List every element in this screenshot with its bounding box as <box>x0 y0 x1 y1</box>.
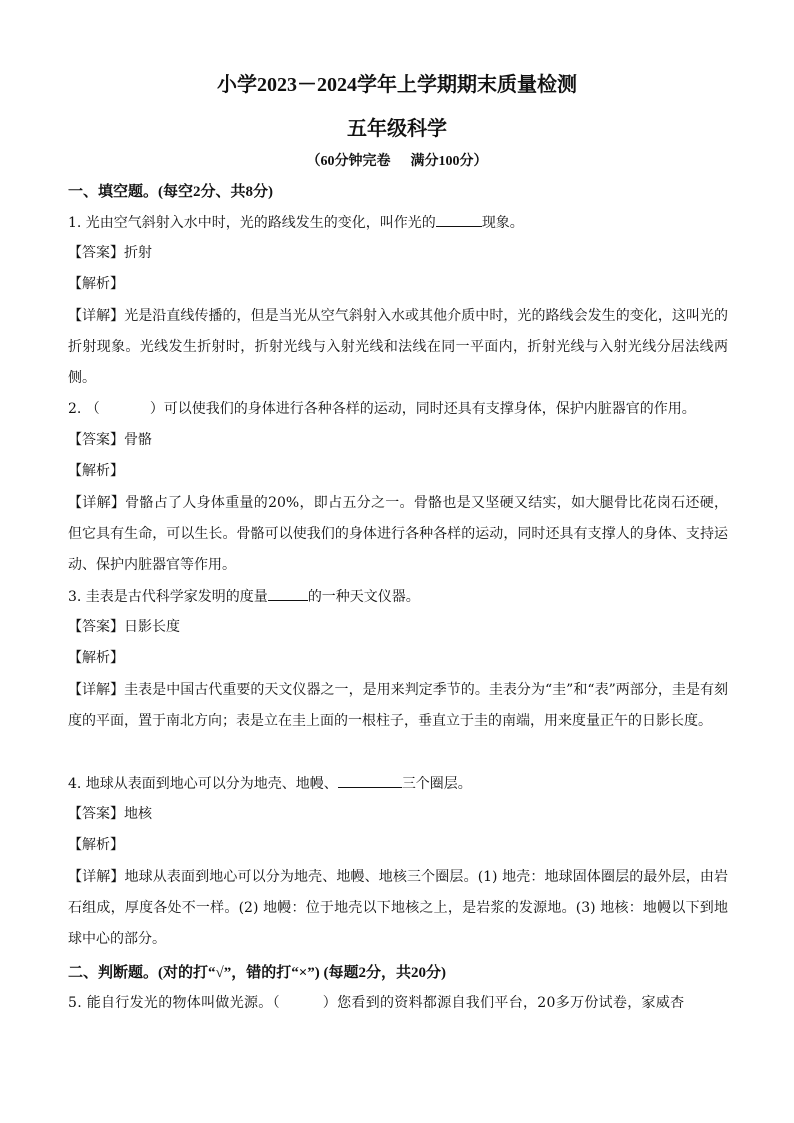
section-heading-true-false: 二、判断题。(对的打“√”，错的打“×”) (每题2分，共20分) <box>68 965 447 981</box>
answer-blank <box>436 212 482 227</box>
question-4: 4. 地球从表面到地心可以分为地壳、地幔、 三个圈层。 <box>68 773 728 794</box>
question-2: 2. （ ）可以使我们的身体进行各种各样的运动，同时还具有支撑身体，保护内脏器官的作用。 <box>68 401 696 417</box>
question-1: 1. 光由空气斜射入水中时，光的路线发生的变化，叫作光的 现象。 <box>68 212 728 233</box>
exam-subject: 五年级科学 <box>347 118 447 140</box>
exam-notes <box>0 150 794 170</box>
score-note: 满分100分） <box>410 154 488 169</box>
analysis-2: 【解析】 <box>68 463 124 479</box>
time-note: （60分钟完卷 <box>306 154 391 169</box>
analysis-4: 【解析】 <box>68 837 124 853</box>
answer-3: 【答案】日影长度 <box>68 619 180 635</box>
question-5: 5. 能自行发光的物体叫做光源。（ ）您看到的资料都源自我们平台，20多万份试卷，家威杏 <box>68 995 685 1011</box>
answer-blank <box>268 586 308 601</box>
analysis-1: 【解析】 <box>68 276 124 292</box>
exam-title: 小学2023－2024学年上学期期末质量检测 <box>217 74 577 96</box>
analysis-3: 【解析】 <box>68 650 124 666</box>
answer-blank <box>338 773 402 788</box>
detail-4: 【详解】地球从表面到地心可以分为地壳、地幔、地核三个圈层。(1) 地壳：地球固体圈层的最外层，由岩石组成，厚度各处不一样。(2) 地幔：位于地壳以下地核之上，是岩浆的发源地。(3) 地核：地幔以下到地球中心的部分。 <box>68 869 729 947</box>
answer-4: 【答案】地核 <box>68 806 152 822</box>
detail-2: 【详解】骨骼占了人身体重量的20%，即占五分之一。骨骼也是又坚硬又结实，如大腿骨比花岗石还硬，但它具有生命，可以生长。骨骼可以使我们的身体进行各种各样的运动，同时还具有支撑人的身体、支持运动、保护内脏器官等作用。 <box>68 495 728 573</box>
answer-1: 【答案】折射 <box>68 245 152 261</box>
detail-3: 【详解】圭表是中国古代重要的天文仪器之一，是用来判定季节的。圭表分为“圭”和“表”两部分，圭是有刻度的平面，置于南北方向；表是立在圭上面的一根柱子，垂直立于圭的南端，用来度量正午的日影长度。 <box>68 682 728 729</box>
question-3: 3. 圭表是古代科学家发明的度量 的一种天文仪器。 <box>68 586 728 607</box>
detail-1: 【详解】光是沿直线传播的，但是当光从空气斜射入水或其他介质中时，光的路线会发生的变化，这叫光的折射现象。光线发生折射时，折射光线与入射光线和法线在同一平面内，折射光线与入射光线分居法线两侧。 <box>68 308 729 386</box>
answer-2: 【答案】骨骼 <box>68 432 152 448</box>
section-heading-fill-blank: 一、填空题。(每空2分、共8分) <box>68 184 273 200</box>
